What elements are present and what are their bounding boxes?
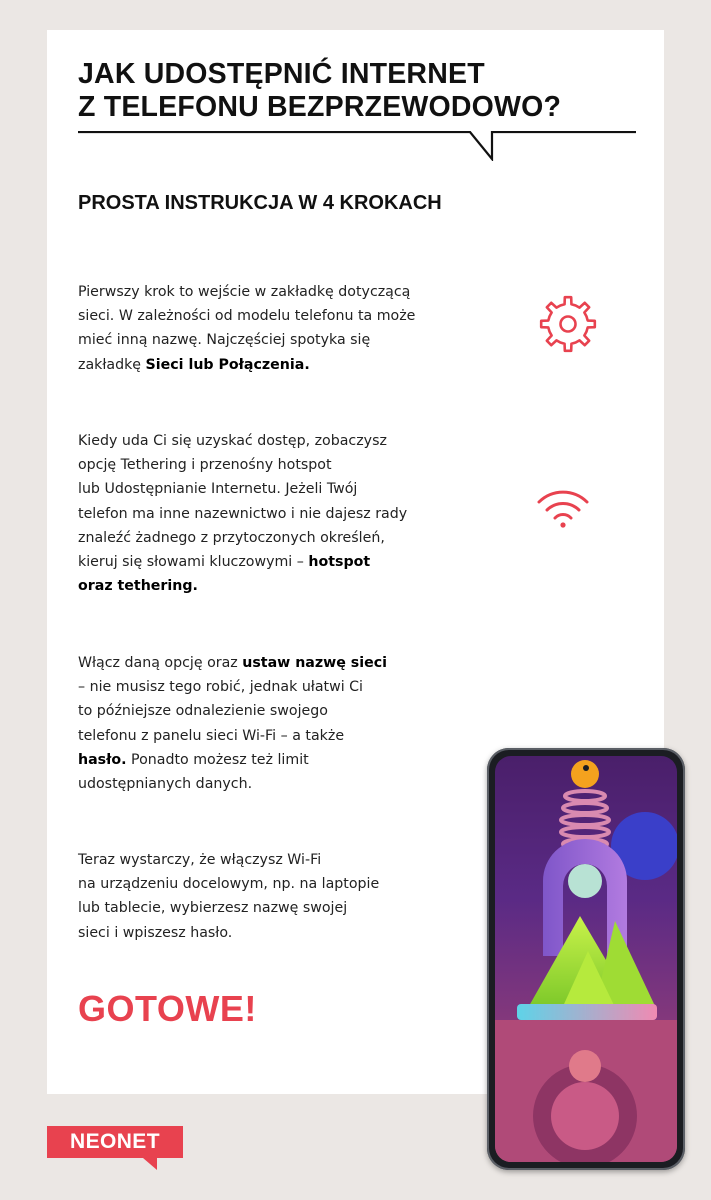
step-1-plain: zakładkę (78, 356, 146, 373)
smartphone-illustration (487, 748, 685, 1170)
step-1-line (78, 353, 415, 377)
step-1-line: Pierwszy krok to wejście w zakładkę dotyczącą (78, 284, 411, 300)
step-3-line (78, 748, 387, 772)
title-line-1: JAK UDOSTĘPNIĆ INTERNET (78, 58, 485, 90)
step-2-plain: kieruj się słowami kluczowymi – (78, 554, 309, 571)
step-1-text (78, 280, 415, 377)
done-heading: GOTOWE! (78, 988, 257, 1029)
step-4-line: Teraz wystarczy, że włączysz Wi-Fi (78, 852, 322, 868)
step-2-line: opcję Tethering i przenośny hotspot (78, 457, 332, 474)
step-3-line: telefonu z panelu sieci Wi-Fi – a także (78, 727, 345, 744)
step-2-bold: oraz tethering. (78, 578, 198, 595)
page-title (78, 58, 561, 124)
step-1-line: sieci. W zależności od modelu telefonu ta może (78, 308, 416, 325)
step-3-line: – nie musisz tego robić, jednak ułatwi Ci (78, 679, 363, 696)
step-3-line: udostępnianych danych. (78, 776, 253, 793)
step-2-bold: hotspot (308, 554, 371, 571)
title-line-2: Z TELEFONU BEZPRZEWODOWO? (78, 91, 562, 123)
step-2-line (78, 550, 407, 574)
step-2-line: telefon ma inne nazewnictwo i nie dajesz rady (78, 505, 408, 522)
step-3-bold: hasło. (78, 751, 127, 768)
neonet-logo (47, 1126, 183, 1172)
wifi-icon (535, 487, 591, 531)
step-1-bold: Sieci lub Połączenia. (145, 356, 310, 373)
step-2-line: Kiedy uda Ci się uzyskać dostęp, zobaczysz (78, 433, 387, 449)
step-2-line: lub Udostępnianie Internetu. Jeżeli Twój (78, 481, 358, 498)
phone-wallpaper (495, 756, 677, 1162)
step-3-bold: ustaw nazwę sieci (242, 655, 387, 671)
step-3-line: to późniejsze odnalezienie swojego (78, 703, 328, 720)
step-4-line: sieci i wpiszesz hasło. (78, 924, 233, 941)
step-2-line (78, 574, 407, 598)
step-2-text (78, 429, 407, 598)
step-4-line: na urządzeniu docelowym, np. na laptopie (78, 876, 380, 893)
step-3-plain: Włącz daną opcję oraz (78, 655, 243, 671)
step-2-line: znaleźć żadnego z przytoczonych określeń, (78, 529, 385, 546)
step-4-line: lub tablecie, wybierzesz nazwę swojej (78, 900, 348, 917)
step-3-plain: Ponadto możesz też limit (126, 751, 309, 768)
step-3-line (78, 651, 387, 675)
speech-bubble-underline (78, 131, 636, 161)
gear-icon (537, 293, 599, 355)
step-1-line: mieć inną nazwę. Najczęściej spotyka się (78, 332, 371, 349)
subtitle: PROSTA INSTRUKCJA W 4 KROKACH (78, 192, 442, 214)
step-3-text (78, 651, 387, 796)
step-4-text (78, 848, 379, 945)
logo-text: NEONET (47, 1126, 183, 1158)
logo-speech-tail (143, 1158, 157, 1170)
